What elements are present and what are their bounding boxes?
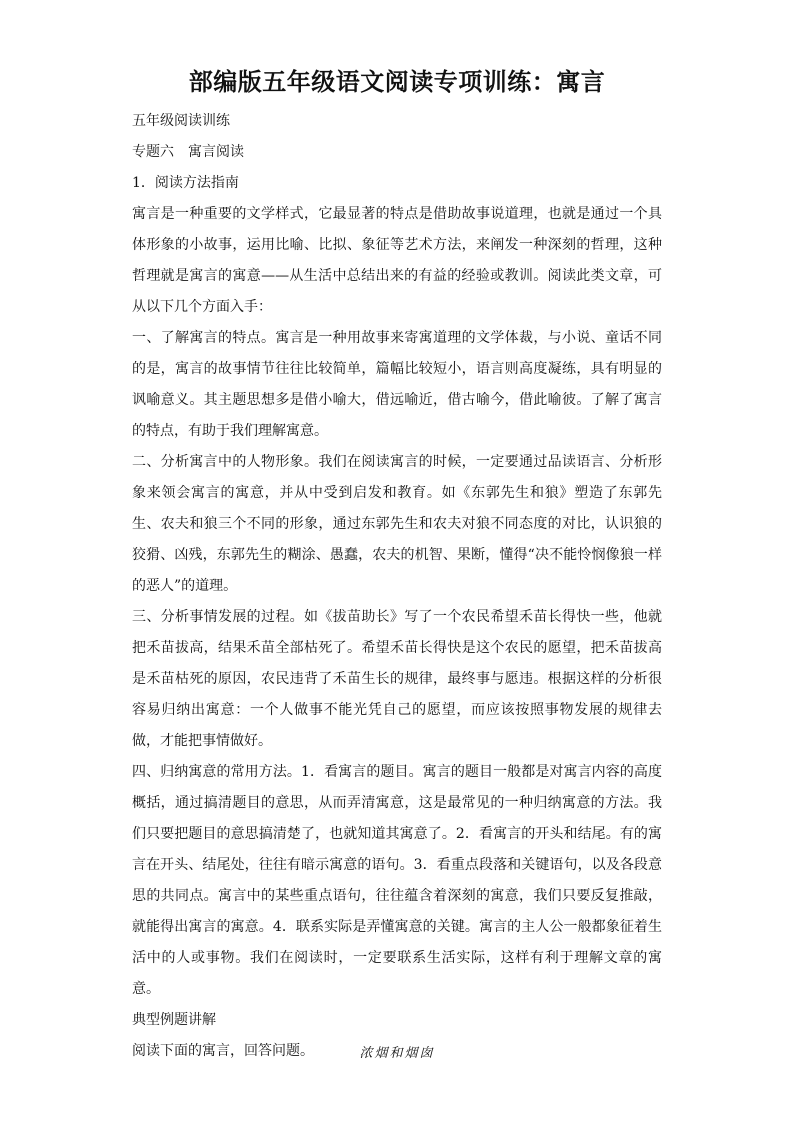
topic-label: 专题六 寓言阅读 <box>132 144 244 160</box>
paragraph-point-1: 一、了解寓言的特点。寓言是一种用故事来寄寓道理的文学体裁，与小说、童话不同的是，寓言的故事情节往往比较简单，篇幅比较短小，语言则高度凝练，具有明显的讽喻意义。其主题思想多是借小喻大，借远喻近，借古喻今，借此喻彼。了解了寓言的特点，有助于我们理解寓意。 <box>132 330 662 439</box>
section-heading-reading-guide: 1．阅读方法指南 <box>132 175 239 191</box>
paragraph-point-3: 三、分析事情发展的过程。如《拔苗助长》写了一个农民希望禾苗长得快一些，他就把禾苗拔高，结果禾苗全部枯死了。希望禾苗长得快是这个农民的愿望，把禾苗拔高是禾苗枯死的原因，农民违背了禾苗生长的规律，最终事与愿违。根据这样的分析很容易归纳出寓意：一个人做事不能光凭自己的愿望，而应该按照事物发展的规律去做，才能把事情做好。 <box>132 609 662 749</box>
paragraph-point-4: 四、归纳寓意的常用方法。1．看寓言的题目。寓言的题目一般都是对寓言内容的高度概括，通过搞清题目的意思，从而弄清寓意，这是最常见的一种归纳寓意的方法。我们只要把题目的意思搞清楚了，也就知道其寓意了。2．看寓言的开头和结尾。有的寓言在开头、结尾处，往往有暗示寓意的语句。3．看重点段落和关键语句，以及各段意思的共同点。寓言中的某些重点语句，往往蕴含着深刻的寓意，我们只要反复推敲，就能得出寓言的寓意。4．联系实际是弄懂寓意的关键。寓言的主人公一般都象征着生活中的人或事物。我们在阅读时，一定要联系生活实际，这样有利于理解文章的寓意。 <box>132 764 662 997</box>
paragraph-point-2: 二、分析寓言中的人物形象。我们在阅读寓言的时候，一定要通过品读语言、分析形象来领会寓言的寓意，并从中受到启发和教育。如《东郭先生和狼》塑造了东郭先生、农夫和狼三个不同的形象，通过东郭先生和农夫对狼不同态度的对比，认识狼的狡猾、凶残，东郭先生的糊涂、愚蠢，农夫的机智、果断，懂得“决不能怜悯像狼一样的恶人”的道理。 <box>132 454 662 594</box>
document-body <box>132 106 662 1067</box>
paragraph-intro: 寓言是一种重要的文学样式，它最显著的特点是借助故事说道理，也就是通过一个具体形象的小故事，运用比喻、比拟、象征等艺术方法，来阐发一种深刻的哲理，这种哲理就是寓言的寓意——从生活中总结出来的有益的经验或教训。阅读此类文章，可从以下几个方面入手： <box>132 206 662 315</box>
story-title: 浓烟和烟囱 <box>359 1046 435 1061</box>
document-title: 部编版五年级语文阅读专项训练：寓言 <box>188 68 606 96</box>
section-heading-examples: 典型例题讲解 <box>132 1012 216 1028</box>
grade-label: 五年级阅读训练 <box>132 113 230 129</box>
instruction-text: 阅读下面的寓言，回答问题。 <box>132 1043 314 1059</box>
